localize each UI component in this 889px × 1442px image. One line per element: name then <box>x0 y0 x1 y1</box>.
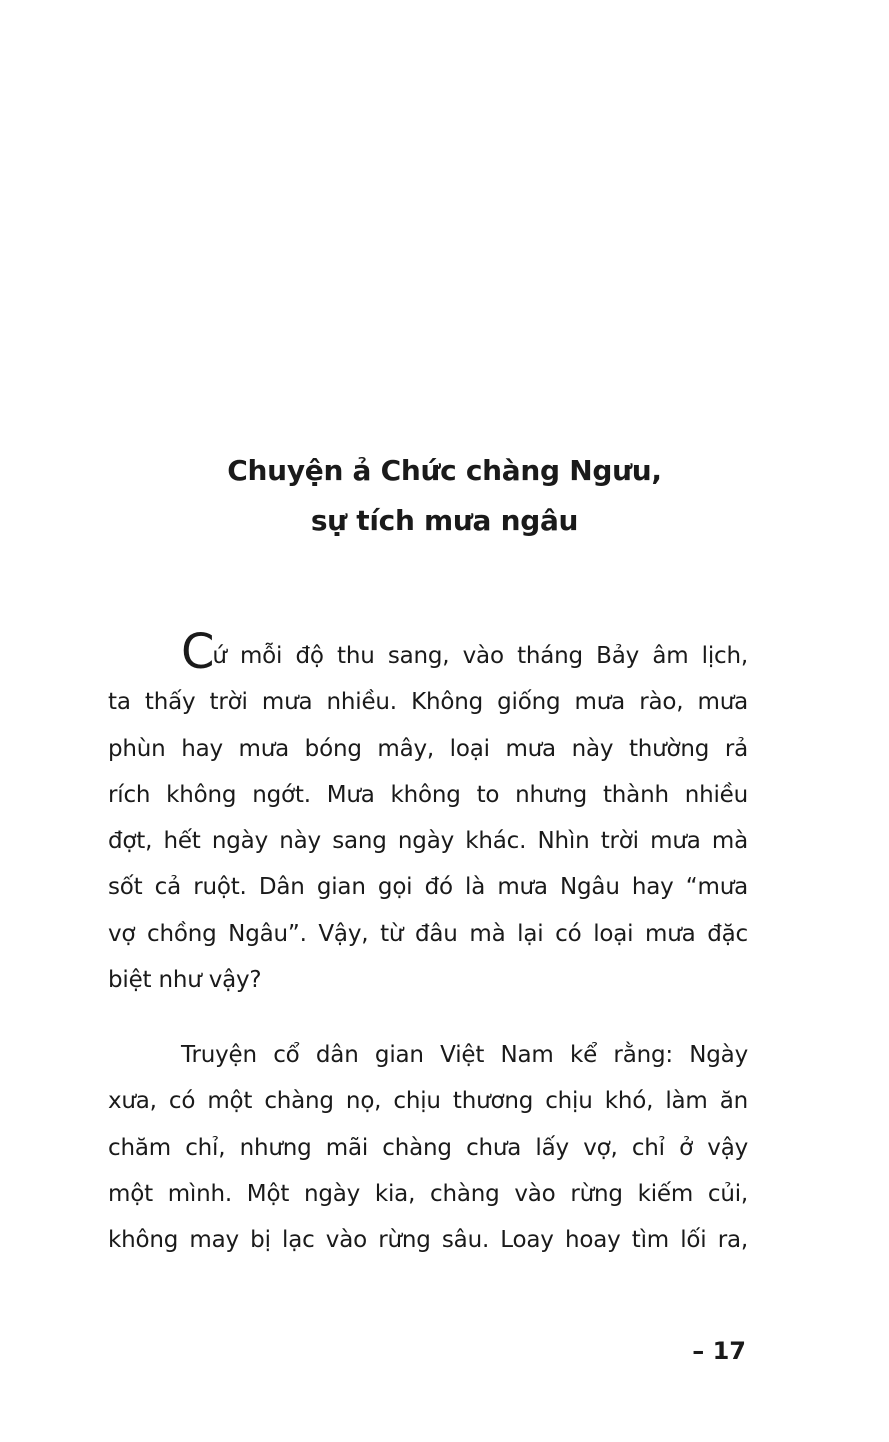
drop-cap: C <box>181 624 215 680</box>
paragraph-2-line: xưa, có một chàng nọ, chịu thương chịu khó, làm ăn <box>108 1088 748 1115</box>
paragraph-1-line: đợt, hết ngày này sang ngày khác. Nhìn trời mưa mà <box>108 828 748 855</box>
paragraph-2-line: chăm chỉ, nhưng mãi chàng chưa lấy vợ, chỉ ở vậy <box>108 1134 748 1161</box>
paragraph-1-line: phùn hay mưa bóng mây, loại mưa này thường rả <box>108 735 748 762</box>
paragraph-1-line: rích không ngớt. Mưa không to nhưng thành nhiều <box>108 781 748 808</box>
paragraph-2-line: Truyện cổ dân gian Việt Nam kể rằng: Ngày <box>181 1042 748 1068</box>
paragraph-2 <box>108 1032 748 1263</box>
paragraph-2-line: không may bị lạc vào rừng sâu. Loay hoay tìm lối ra, <box>108 1227 748 1254</box>
paragraph-2-line: một mình. Một ngày kia, chàng vào rừng kiếm củi, <box>108 1180 748 1207</box>
paragraph-1-line <box>108 624 748 680</box>
paragraph-1-line: biệt như vậy? <box>108 967 262 994</box>
paragraph-1-line-text: ứ mỗi độ thu sang, vào tháng Bảy âm lịch, <box>212 643 748 669</box>
chapter-title-line-2: sự tích mưa ngâu <box>310 504 579 537</box>
paragraph-1-line: vợ chồng Ngâu”. Vậy, từ đâu mà lại có loại mưa đặc <box>108 920 748 947</box>
chapter-title-line-1: Chuyện ả Chức chàng Ngưu, <box>227 454 662 487</box>
paragraph-1-line: ta thấy trời mưa nhiều. Không giống mưa rào, mưa <box>108 689 748 716</box>
paragraph-1 <box>108 624 748 1003</box>
chapter-title <box>0 446 889 546</box>
paragraph-1-line: sốt cả ruột. Dân gian gọi đó là mưa Ngâu hay “mưa <box>108 874 748 901</box>
page-number: – 17 <box>692 1337 746 1365</box>
